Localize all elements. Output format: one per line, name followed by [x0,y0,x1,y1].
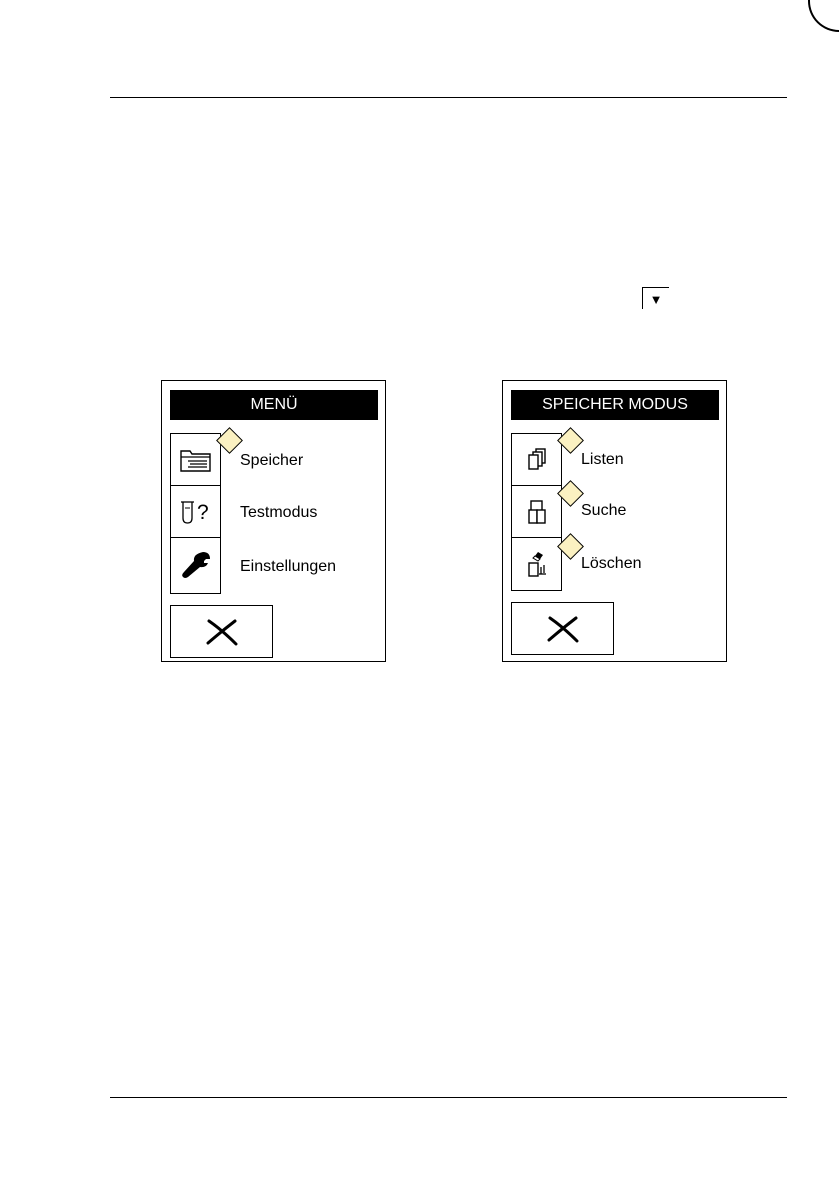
menu-item-einstellungen[interactable] [171,538,220,590]
wrench-icon [179,549,213,579]
page-corner-mark [808,0,839,32]
menu-label-einstellungen: Einstellungen [240,558,337,575]
header-rule [110,97,787,98]
footer-rule [110,1097,787,1098]
menu-screen [161,380,386,662]
memory-label-suche: Suche [581,502,627,519]
memory-label-loeschen: Löschen [581,555,642,572]
folder-list-icon [179,447,213,473]
stacked-pages-icon [524,446,550,474]
memory-item-loeschen[interactable] [512,538,561,590]
memory-item-listen[interactable] [512,434,561,486]
down-arrow-key-icon: ▼ [642,287,669,309]
close-icon [546,615,580,643]
menu-icon-column [170,433,221,594]
svg-text:?: ? [196,500,209,524]
menu-label-speicher: Speicher [240,452,304,469]
search-pages-icon [524,498,550,526]
menu-title: MENÜ [170,390,378,420]
eraser-page-icon [524,549,550,579]
close-icon [205,618,239,646]
memory-item-suche[interactable] [512,486,561,538]
close-button[interactable] [170,605,273,658]
memory-mode-screen [502,380,727,662]
menu-item-speicher[interactable] [171,434,220,486]
close-button[interactable] [511,602,614,655]
memory-mode-title: SPEICHER MODUS [511,390,719,420]
menu-item-testmodus[interactable] [171,486,220,538]
menu-label-testmodus: Testmodus [240,504,318,521]
memory-label-listen: Listen [581,451,624,468]
memory-icon-column [511,433,562,591]
tube-question-icon [179,498,213,526]
